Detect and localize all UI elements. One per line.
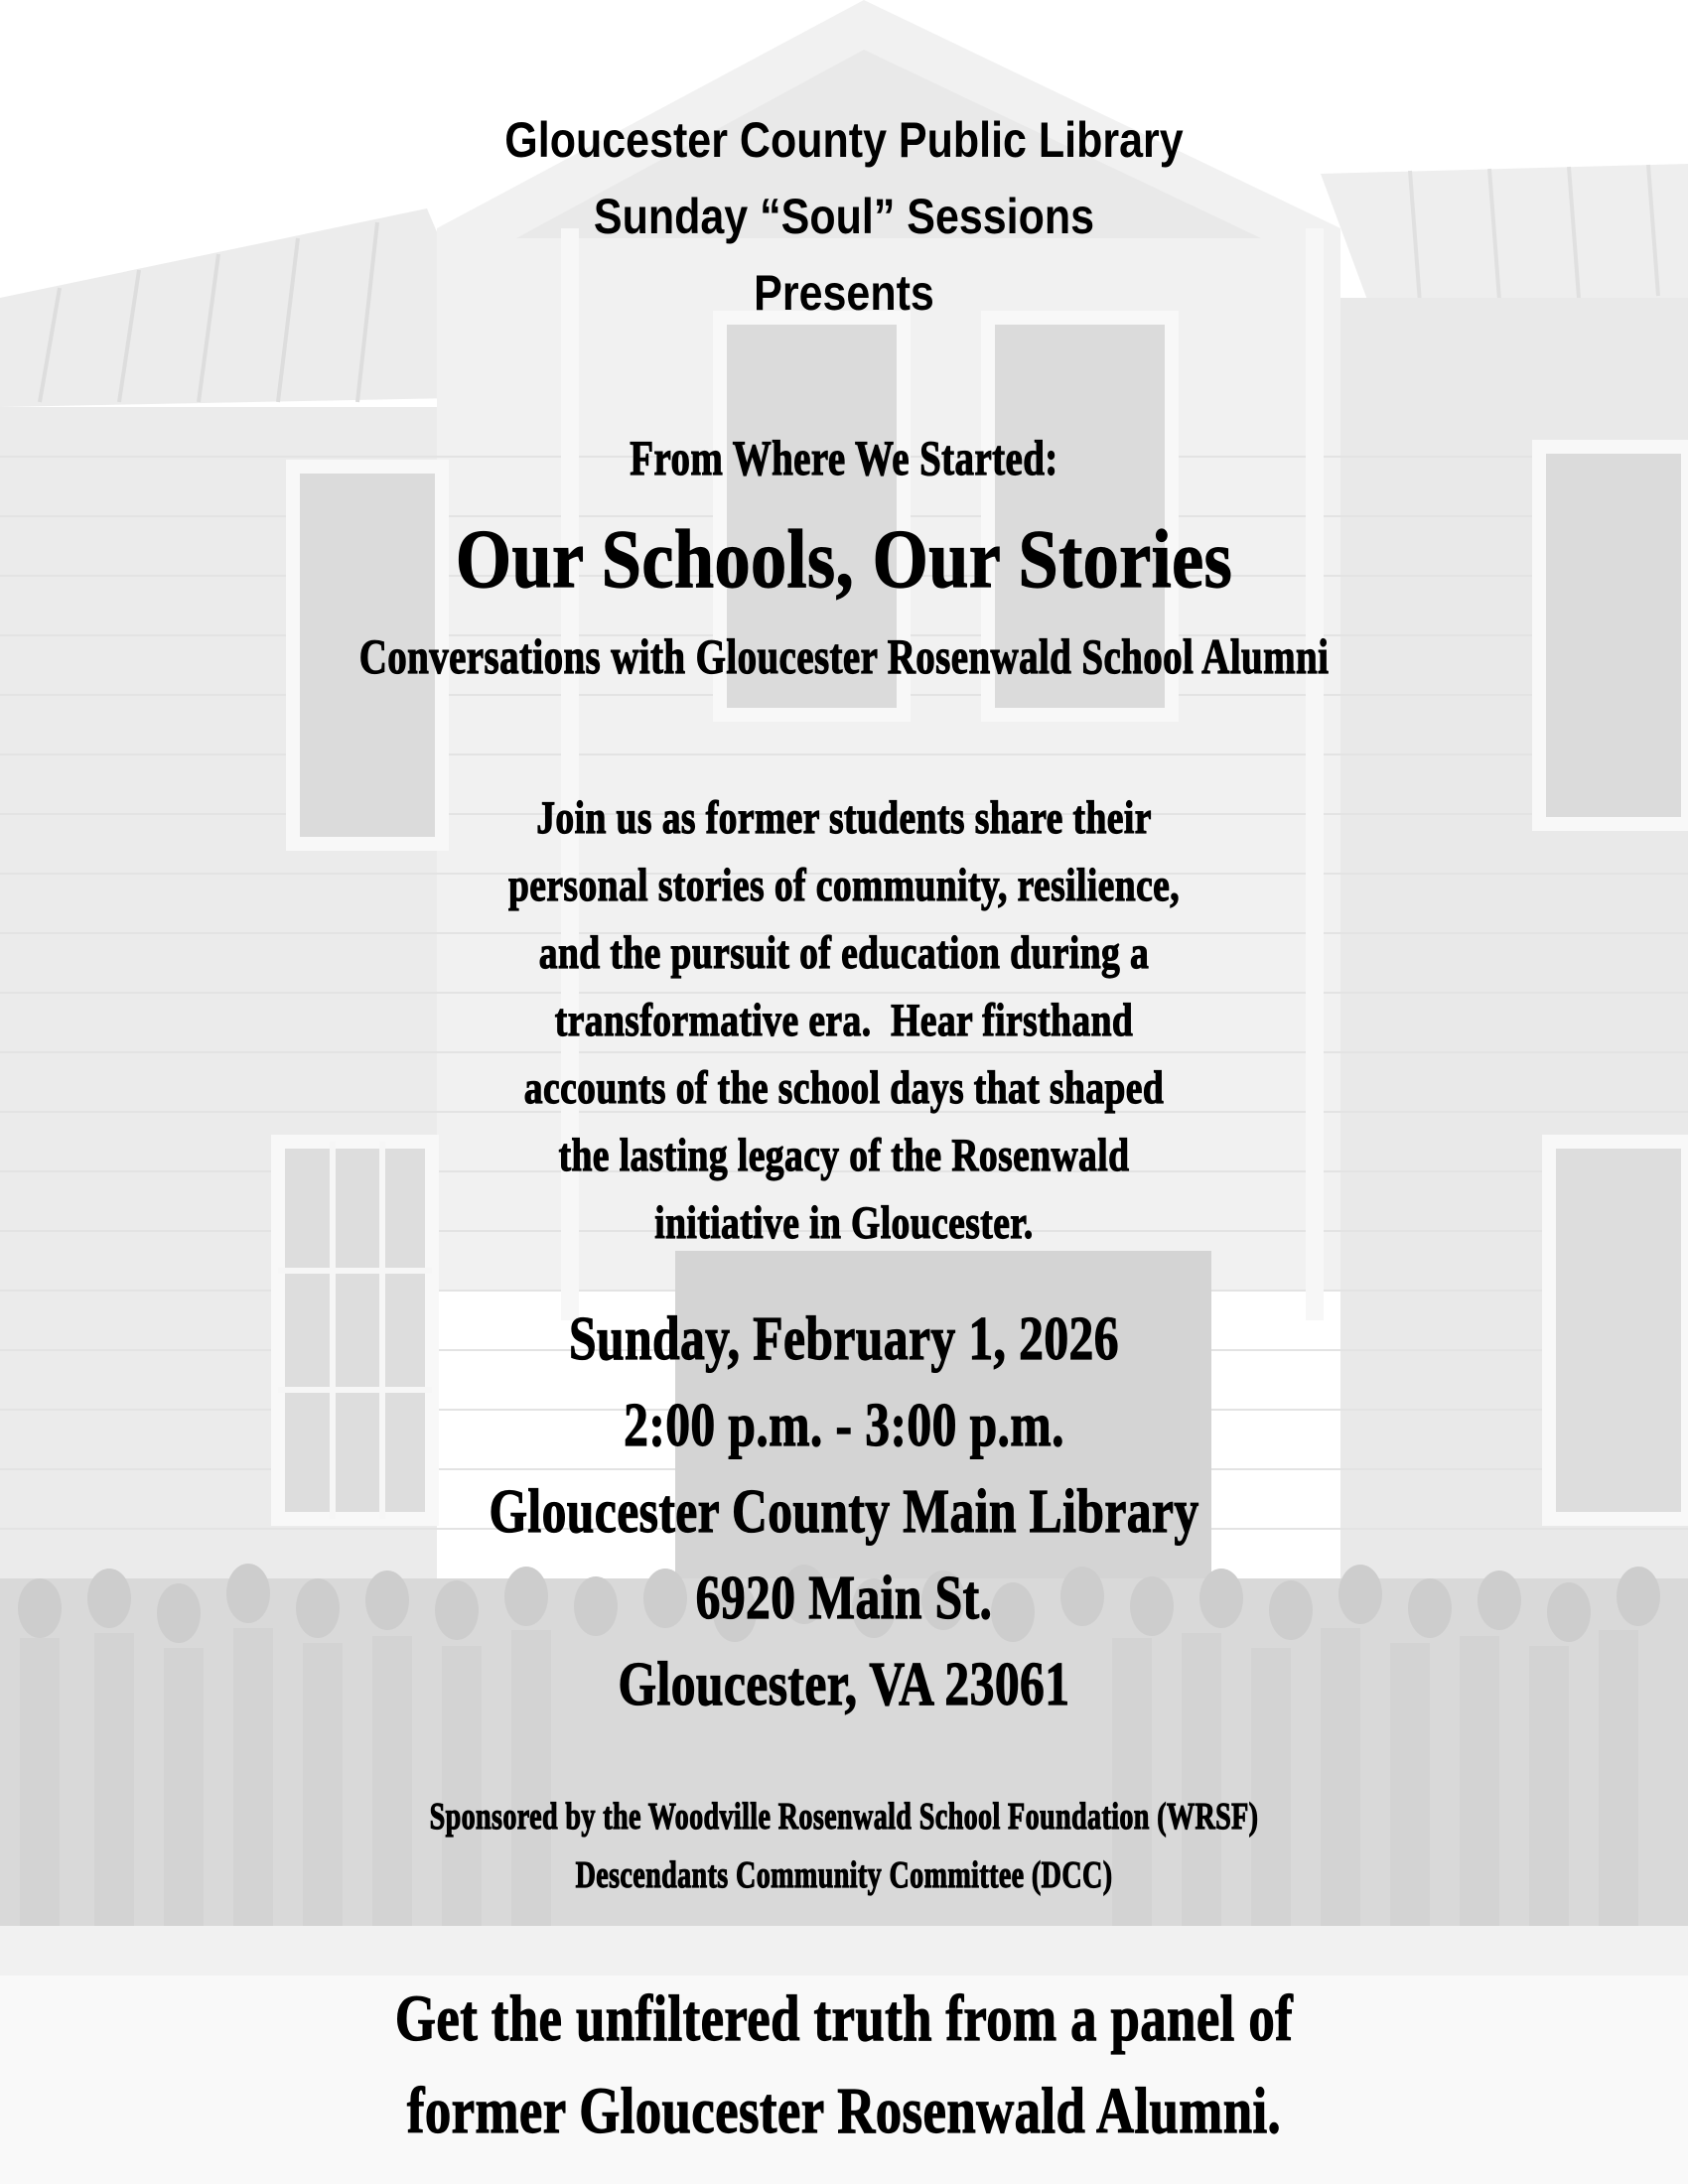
series-name: Sunday “Soul” Sessions	[593, 189, 1095, 244]
event-venue: Gloucester County Main Library	[489, 1478, 1199, 1546]
sponsor-line: Descendants Community Committee (DCC)	[575, 1854, 1113, 1896]
presents-label: Presents	[754, 265, 934, 321]
description-line: initiative in Gloucester.	[654, 1197, 1034, 1249]
event-kicker: From Where We Started:	[630, 430, 1058, 485]
event-subtitle: Conversations with Gloucester Rosenwald School Alumni	[358, 628, 1330, 684]
description-line: Join us as former students share their	[536, 792, 1152, 844]
event-date: Sunday, February 1, 2026	[569, 1305, 1119, 1373]
description-line: transformative era. Hear firsthand	[554, 995, 1134, 1046]
cta-line: Get the unfiltered truth from a panel of	[394, 1982, 1294, 2055]
event-title: Our Schools, Our Stories	[455, 513, 1233, 606]
description-line: the lasting legacy of the Rosenwald	[558, 1130, 1130, 1181]
description-line: personal stories of community, resilience,	[507, 860, 1181, 911]
sponsor-line: Sponsored by the Woodville Rosenwald School Foundation (WRSF)	[429, 1796, 1259, 1838]
organization-name: Gloucester County Public Library	[504, 112, 1184, 168]
event-time: 2:00 p.m. - 3:00 p.m.	[624, 1392, 1064, 1459]
cta-line: former Gloucester Rosenwald Alumni.	[406, 2075, 1282, 2147]
event-city: Gloucester, VA 23061	[618, 1651, 1070, 1718]
description-line: accounts of the school days that shaped	[523, 1062, 1165, 1114]
description-line: and the pursuit of education during a	[538, 927, 1150, 979]
event-street: 6920 Main St.	[695, 1565, 993, 1632]
